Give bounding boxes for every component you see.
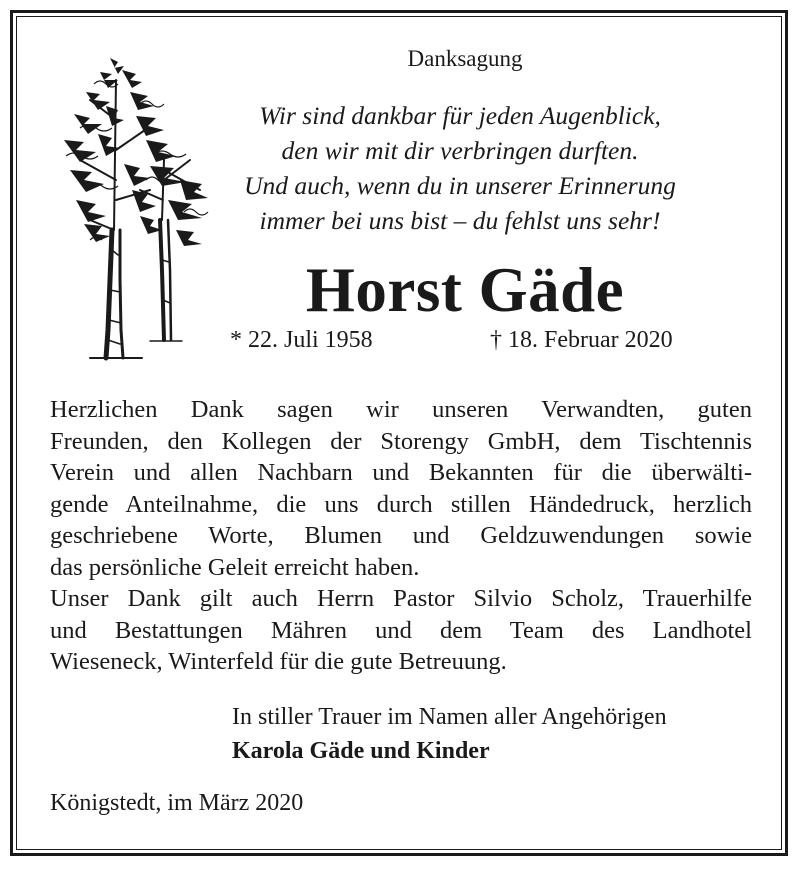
verse-line: immer bei uns bist – du fehlst uns sehr! — [259, 206, 661, 235]
death-date: † 18. Februar 2020 — [490, 327, 673, 353]
memorial-verse — [210, 98, 710, 238]
thank-you-text — [50, 394, 752, 678]
verse-line: den wir mit dir verbringen durften. — [281, 136, 639, 165]
mourning-line: In stiller Trauer im Namen aller Angehörigen — [232, 704, 667, 730]
place-and-date: Königstedt, im März 2020 — [50, 790, 304, 816]
tree-icon — [50, 40, 220, 365]
body-line: und Bestattungen Mähren und dem Team des Landhotel — [50, 616, 752, 644]
body-line: das persönliche Geleit erreicht haben. — [50, 553, 420, 581]
body-line: Wieseneck, Winterfeld für die gute Betreuung. — [50, 648, 507, 675]
body-line: Unser Dank gilt auch Herrn Pastor Silvio Scholz, Trauerhilfe — [50, 585, 752, 612]
body-line: Freunden, den Kollegen der Storengy GmbH, dem Tischtennis — [50, 427, 752, 455]
family-signature: Karola Gäde und Kinder — [232, 738, 490, 764]
verse-line: Wir sind dankbar für jeden Augenblick, — [259, 101, 661, 130]
verse-line: Und auch, wenn du in unserer Erinnerung — [244, 171, 676, 200]
body-line: Verein und allen Nachbarn und Bekannten für die überwälti- — [50, 459, 752, 486]
notice-heading: Danksagung — [407, 46, 523, 71]
body-line: geschriebene Worte, Blumen und Geldzuwendungen sowie — [50, 522, 752, 549]
body-line: gende Anteilnahme, die uns durch stillen Händedruck, herzlich — [50, 490, 752, 518]
birth-date: * 22. Juli 1958 — [230, 327, 373, 353]
deceased-name: Horst Gäde — [305, 255, 625, 325]
body-line: Herzlichen Dank sagen wir unseren Verwandten, guten — [50, 396, 752, 423]
